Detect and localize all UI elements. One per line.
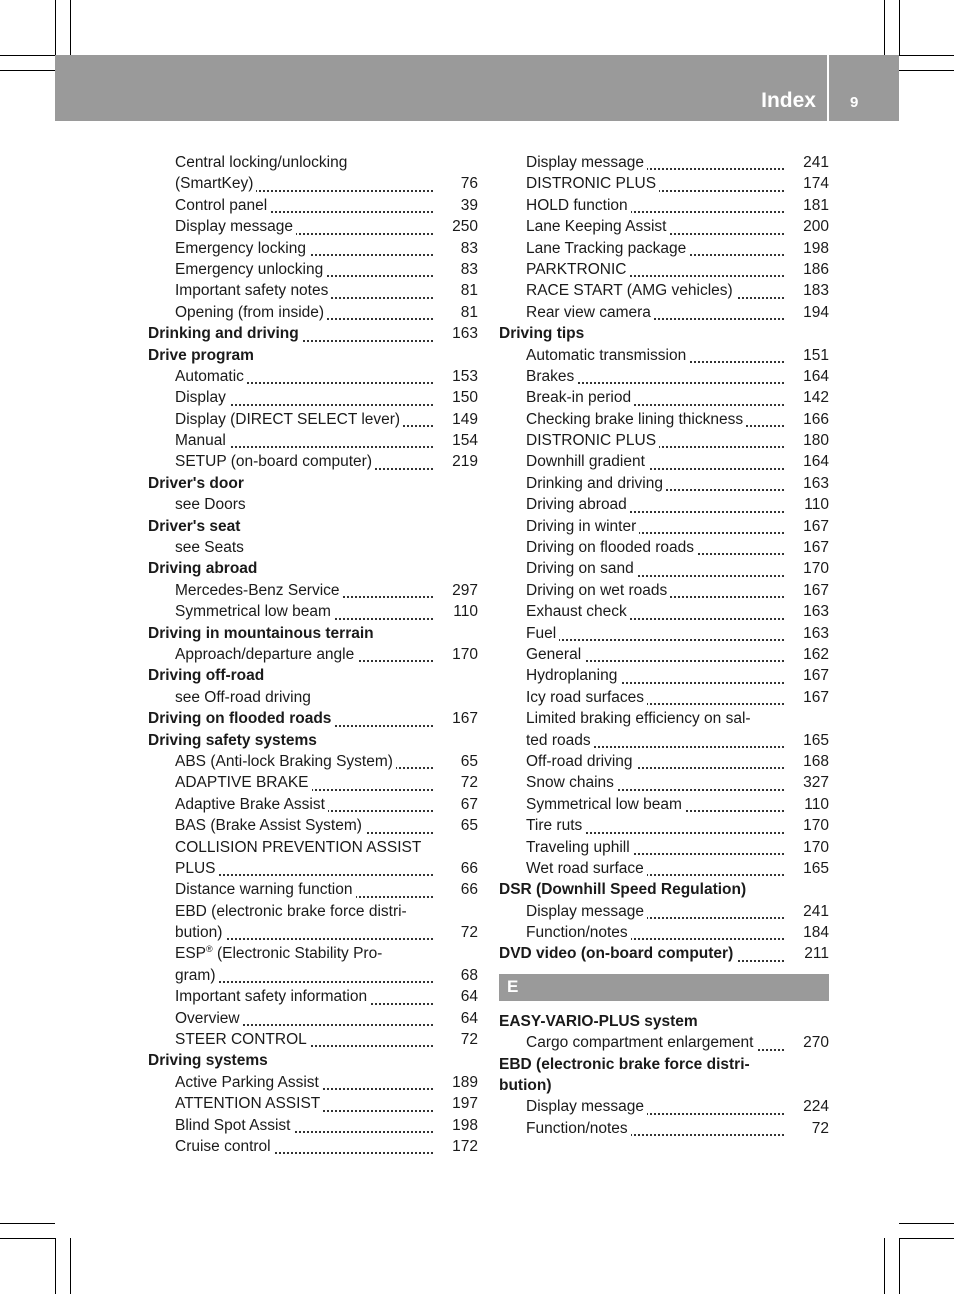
- entry-label: ABS (Anti-lock Braking System): [175, 753, 396, 770]
- entry-label: Important safety notes: [175, 282, 331, 299]
- index-subentry[interactable]: [148, 601, 478, 622]
- entry-label: Driving in mountainous terrain: [148, 624, 374, 642]
- index-heading[interactable]: [148, 323, 478, 344]
- index-subentry[interactable]: [148, 794, 478, 815]
- page-reference[interactable]: 165: [803, 731, 829, 749]
- entry-label: Downhill gradient: [526, 453, 648, 470]
- entry-label: Driver's seat: [148, 517, 241, 535]
- entry-label: gram): [175, 967, 218, 984]
- section-letter-bar: [499, 974, 829, 1001]
- index-subentry[interactable]: [148, 216, 478, 237]
- page-reference[interactable]: 72: [460, 924, 478, 942]
- page-reference[interactable]: 64: [460, 1009, 478, 1027]
- page-reference[interactable]: 164: [803, 367, 829, 385]
- entry-label: Approach/departure angle: [175, 646, 357, 663]
- entry-label: Display message: [526, 903, 647, 920]
- index-subentry[interactable]: [499, 280, 829, 301]
- index-subentry[interactable]: [148, 922, 478, 943]
- entry-label: Driving off-road: [148, 667, 265, 685]
- index-subentry[interactable]: [499, 345, 829, 366]
- page-reference[interactable]: 81: [460, 303, 478, 321]
- page-reference[interactable]: 153: [452, 367, 478, 385]
- entry-label: Distance warning function: [175, 881, 356, 898]
- entry-label: RACE START (AMG vehicles): [526, 282, 736, 299]
- entry-label: Symmetrical low beam: [175, 603, 334, 620]
- index-subentry[interactable]: [499, 1118, 829, 1139]
- index-heading: [148, 665, 478, 686]
- page-reference[interactable]: 189: [452, 1073, 478, 1091]
- entry-label: bution): [499, 1077, 552, 1095]
- entry-label: Drinking and driving: [526, 475, 666, 492]
- index-heading: [148, 558, 478, 579]
- index-subentry[interactable]: [148, 751, 478, 772]
- page-reference[interactable]: 162: [803, 645, 829, 663]
- entry-label: EBD (electronic brake force distri-: [499, 1055, 750, 1073]
- index-subentry[interactable]: [148, 879, 478, 900]
- page-reference[interactable]: 72: [460, 1031, 478, 1049]
- index-subentry[interactable]: [499, 922, 829, 943]
- entry-label: Blind Spot Assist: [175, 1117, 293, 1134]
- entry-label: ATTENTION ASSIST: [175, 1095, 323, 1112]
- index-subentry[interactable]: [148, 580, 478, 601]
- entry-label: Symmetrical low beam: [526, 796, 685, 813]
- page-reference[interactable]: 172: [452, 1137, 478, 1155]
- index-subentry: [148, 837, 478, 858]
- index-subentry[interactable]: [499, 516, 829, 537]
- entry-label: Display message: [526, 154, 647, 171]
- entry-label: Brakes: [526, 368, 577, 385]
- page-reference[interactable]: 151: [803, 346, 829, 364]
- index-heading[interactable]: [499, 943, 829, 964]
- entry-label: Display message: [526, 1098, 647, 1115]
- page-reference[interactable]: 170: [803, 817, 829, 835]
- entry-label: PLUS: [175, 860, 219, 877]
- index-subentry[interactable]: [148, 238, 478, 259]
- entry-label: Wet road surface: [526, 860, 647, 877]
- entry-label: Mercedes-Benz Service: [175, 582, 343, 599]
- page-reference[interactable]: 65: [460, 817, 478, 835]
- entry-label: ADAPTIVE BRAKE: [175, 774, 312, 791]
- index-subentry[interactable]: [148, 173, 478, 194]
- page-reference[interactable]: 163: [452, 325, 478, 343]
- crop-mark: [55, 0, 56, 55]
- index-subentry[interactable]: [499, 794, 829, 815]
- index-column-left: [148, 152, 478, 1157]
- index-subentry[interactable]: [499, 216, 829, 237]
- entry-label: Cruise control: [175, 1138, 274, 1155]
- page-reference[interactable]: 200: [803, 218, 829, 236]
- index-subentry[interactable]: [499, 601, 829, 622]
- entry-label: Driver's door: [148, 474, 244, 492]
- entry-label: Central locking/unlocking: [175, 154, 348, 171]
- page-reference[interactable]: 167: [803, 688, 829, 706]
- entry-label: DISTRONIC PLUS: [526, 432, 659, 449]
- index-subentry[interactable]: [499, 1096, 829, 1117]
- index-subentry[interactable]: [148, 1136, 478, 1157]
- index-subentry[interactable]: [148, 858, 478, 879]
- index-subentry[interactable]: [499, 409, 829, 430]
- page-reference[interactable]: 163: [803, 474, 829, 492]
- entry-label: Lane Keeping Assist: [526, 218, 669, 235]
- index-subentry[interactable]: [148, 815, 478, 836]
- entry-label: Driving on flooded roads: [148, 710, 334, 727]
- crop-mark: [70, 1238, 71, 1294]
- index-subentry[interactable]: [499, 494, 829, 515]
- crop-mark: [0, 1238, 55, 1239]
- index-subentry[interactable]: [499, 259, 829, 280]
- page-reference[interactable]: 76: [460, 175, 478, 193]
- index-subentry[interactable]: [148, 451, 478, 472]
- index-subentry[interactable]: [499, 430, 829, 451]
- index-subentry: [148, 901, 478, 922]
- page-reference[interactable]: 142: [803, 389, 829, 407]
- index-heading: [499, 1011, 829, 1032]
- entry-label: Break-in period: [526, 389, 634, 406]
- entry-label: Adaptive Brake Assist: [175, 796, 328, 813]
- index-heading: [148, 473, 478, 494]
- page-reference[interactable]: 184: [803, 924, 829, 942]
- entry-label: Active Parking Assist: [175, 1074, 322, 1091]
- entry-label: see Doors: [175, 496, 246, 514]
- page-reference[interactable]: 68: [460, 966, 478, 984]
- page-reference[interactable]: 67: [460, 795, 478, 813]
- index-subentry[interactable]: [148, 1072, 478, 1093]
- page-reference[interactable]: 327: [803, 774, 829, 792]
- entry-label: Emergency locking: [175, 240, 309, 257]
- crop-mark: [884, 1238, 885, 1294]
- index-subentry[interactable]: [499, 858, 829, 879]
- index-heading: [499, 1075, 829, 1096]
- page-reference[interactable]: 197: [452, 1095, 478, 1113]
- entry-label: Drinking and driving: [148, 325, 302, 342]
- page-reference[interactable]: 110: [453, 603, 478, 621]
- index-subentry: [499, 708, 829, 729]
- page-number: 9: [850, 94, 859, 111]
- index-subentry[interactable]: [148, 965, 478, 986]
- page-reference[interactable]: 241: [803, 902, 829, 920]
- index-subentry[interactable]: [499, 580, 829, 601]
- entry-label: Overview: [175, 1010, 243, 1027]
- page-reference[interactable]: 150: [452, 389, 478, 407]
- page-reference[interactable]: 72: [460, 774, 478, 792]
- entry-label: Manual: [175, 432, 229, 449]
- page-reference[interactable]: 183: [803, 282, 829, 300]
- page-reference[interactable]: 219: [452, 453, 478, 471]
- page-reference[interactable]: 64: [460, 988, 478, 1006]
- entry-label: Checking brake lining thickness: [526, 411, 746, 428]
- entry-label: Automatic transmission: [526, 347, 689, 364]
- entry-label: Driving on wet roads: [526, 582, 670, 599]
- page-reference[interactable]: 186: [803, 260, 829, 278]
- entry-label: HOLD function: [526, 197, 631, 214]
- page-reference[interactable]: 168: [803, 752, 829, 770]
- header-divider: [827, 55, 829, 121]
- index-subentry[interactable]: [148, 366, 478, 387]
- index-heading: [499, 1054, 829, 1075]
- page-reference[interactable]: 154: [452, 432, 478, 450]
- index-heading: [148, 345, 478, 366]
- page-reference[interactable]: 198: [803, 239, 829, 257]
- entry-label: Hydroplaning: [526, 667, 620, 684]
- page-reference[interactable]: 198: [452, 1116, 478, 1134]
- entry-label: DISTRONIC PLUS: [526, 175, 659, 192]
- entry-label: Emergency unlocking: [175, 261, 326, 278]
- crop-mark: [899, 1238, 954, 1239]
- entry-label: ESP® (Electronic Stability Pro-: [175, 944, 383, 963]
- entry-label: PARKTRONIC: [526, 261, 629, 278]
- crop-mark: [0, 70, 55, 71]
- index-subentry[interactable]: [148, 259, 478, 280]
- crop-mark: [899, 1238, 900, 1294]
- index-subentry[interactable]: [499, 558, 829, 579]
- index-subentry[interactable]: [499, 730, 829, 751]
- page-reference[interactable]: 149: [452, 410, 478, 428]
- page-reference[interactable]: 170: [803, 838, 829, 856]
- entry-label: EBD (electronic brake force distri-: [175, 902, 407, 920]
- crop-mark: [899, 1223, 954, 1224]
- entry-label: Cargo compartment enlargement: [526, 1034, 756, 1051]
- crop-mark: [884, 0, 885, 55]
- crop-mark: [899, 0, 900, 55]
- entry-label: Driving abroad: [148, 560, 258, 578]
- index-subentry: [148, 943, 478, 964]
- page-reference[interactable]: 66: [460, 859, 478, 877]
- index-subentry[interactable]: [499, 772, 829, 793]
- index-heading: [499, 323, 829, 344]
- index-subentry[interactable]: [499, 644, 829, 665]
- page-reference[interactable]: 181: [803, 196, 829, 214]
- page-reference[interactable]: 250: [452, 218, 478, 236]
- entry-label: Snow chains: [526, 774, 617, 791]
- page-reference[interactable]: 167: [803, 667, 829, 685]
- page-reference[interactable]: 72: [811, 1119, 829, 1137]
- entry-label: Off-road driving: [526, 753, 636, 770]
- page-reference[interactable]: 164: [803, 453, 829, 471]
- entry-label: Driving safety systems: [148, 731, 317, 749]
- entry-label: Icy road surfaces: [526, 689, 647, 706]
- leader-dots: [526, 639, 784, 641]
- index-subentry[interactable]: [499, 473, 829, 494]
- entry-label: Lane Tracking package: [526, 240, 689, 257]
- crop-mark: [899, 55, 954, 56]
- index-subentry[interactable]: [499, 451, 829, 472]
- entry-label: Automatic: [175, 368, 247, 385]
- entry-label: Driving systems: [148, 1052, 268, 1070]
- crop-mark: [899, 70, 954, 71]
- index-subentry[interactable]: [499, 152, 829, 173]
- page-title: Index: [761, 89, 816, 112]
- page-reference[interactable]: 167: [803, 517, 829, 535]
- page-reference[interactable]: 170: [452, 645, 478, 663]
- entry-label: Driving in winter: [526, 518, 639, 535]
- page-reference[interactable]: 297: [452, 581, 478, 599]
- entry-label: ted roads: [526, 732, 594, 749]
- entry-label: Driving on sand: [526, 560, 637, 577]
- entry-label: Rear view camera: [526, 304, 654, 321]
- index-subentry[interactable]: [148, 1008, 478, 1029]
- page-reference[interactable]: 270: [803, 1034, 829, 1052]
- index-subentry[interactable]: [499, 751, 829, 772]
- index-subentry[interactable]: [499, 366, 829, 387]
- index-subentry[interactable]: [148, 430, 478, 451]
- entry-label: Tire ruts: [526, 817, 585, 834]
- entry-label: Driving abroad: [526, 496, 630, 513]
- page-reference[interactable]: 83: [460, 239, 478, 257]
- entry-label: Driving tips: [499, 325, 585, 343]
- section-letter: E: [507, 976, 519, 996]
- entry-label: Drive program: [148, 346, 254, 364]
- index-subentry: [148, 152, 478, 173]
- entry-label: Important safety information: [175, 988, 370, 1005]
- entry-label: DSR (Downhill Speed Regulation): [499, 881, 747, 899]
- index-subentry[interactable]: [148, 409, 478, 430]
- entry-label: SETUP (on-board computer): [175, 453, 375, 470]
- index-subentry[interactable]: [499, 537, 829, 558]
- index-subentry[interactable]: [499, 1032, 829, 1053]
- page-reference[interactable]: 39: [460, 196, 478, 214]
- entry-label: EASY-VARIO-PLUS system: [499, 1012, 698, 1030]
- entry-label: BAS (Brake Assist System): [175, 817, 365, 834]
- page-reference[interactable]: 211: [804, 945, 829, 963]
- index-subentry: [148, 494, 478, 515]
- index-subentry[interactable]: [499, 173, 829, 194]
- index-heading: [499, 879, 829, 900]
- crop-mark: [0, 1223, 55, 1224]
- entry-label: Limited braking efficiency on sal-: [526, 710, 751, 728]
- index-subentry[interactable]: [148, 644, 478, 665]
- entry-label: Driving on flooded roads: [526, 539, 697, 556]
- index-subentry[interactable]: [148, 387, 478, 408]
- index-subentry[interactable]: [148, 1115, 478, 1136]
- index-heading: [148, 730, 478, 751]
- page-reference[interactable]: 167: [803, 581, 829, 599]
- entry-label: Opening (from inside): [175, 304, 327, 321]
- page-reference[interactable]: 110: [804, 496, 829, 514]
- page-reference[interactable]: 83: [460, 260, 478, 278]
- page-reference[interactable]: 174: [803, 175, 829, 193]
- entry-label: Function/notes: [526, 1120, 631, 1137]
- page-reference[interactable]: 65: [460, 752, 478, 770]
- index-heading: [148, 623, 478, 644]
- page-reference[interactable]: 165: [803, 859, 829, 877]
- index-subentry[interactable]: [499, 837, 829, 858]
- entry-label: Function/notes: [526, 924, 631, 941]
- page-reference[interactable]: 166: [803, 410, 829, 428]
- entry-label: Display: [175, 389, 229, 406]
- index-heading[interactable]: [148, 708, 478, 729]
- index-subentry: [148, 687, 478, 708]
- page-reference[interactable]: 224: [803, 1098, 829, 1116]
- index-subentry[interactable]: [499, 238, 829, 259]
- index-subentry[interactable]: [148, 986, 478, 1007]
- page-reference[interactable]: 66: [460, 881, 478, 899]
- crop-mark: [55, 1238, 56, 1294]
- index-subentry[interactable]: [499, 665, 829, 686]
- entry-label: Traveling uphill: [526, 839, 633, 856]
- page-reference[interactable]: 167: [803, 539, 829, 557]
- index-subentry[interactable]: [148, 772, 478, 793]
- index-column-right: [499, 152, 829, 1139]
- entry-label: bution): [175, 924, 225, 941]
- page-reference[interactable]: 163: [803, 603, 829, 621]
- index-subentry[interactable]: [499, 195, 829, 216]
- entry-label: Exhaust check: [526, 603, 630, 620]
- index-subentry[interactable]: [499, 901, 829, 922]
- entry-label: (SmartKey): [175, 175, 256, 192]
- index-subentry[interactable]: [148, 195, 478, 216]
- page-reference[interactable]: 110: [804, 795, 829, 813]
- entry-label: Control panel: [175, 197, 270, 214]
- entry-label: see Off-road driving: [175, 688, 311, 706]
- index-subentry[interactable]: [148, 280, 478, 301]
- index-heading: [148, 516, 478, 537]
- page-reference[interactable]: 167: [452, 710, 478, 728]
- page-reference[interactable]: 163: [803, 624, 829, 642]
- index-subentry[interactable]: [499, 302, 829, 323]
- index-heading: [148, 1050, 478, 1071]
- index-subentry[interactable]: [148, 302, 478, 323]
- index-subentry: [148, 537, 478, 558]
- entry-label: DVD video (on-board computer): [499, 945, 736, 962]
- index-subentry[interactable]: [148, 1029, 478, 1050]
- entry-label: Fuel: [526, 625, 559, 642]
- entry-label: STEER CONTROL: [175, 1031, 310, 1048]
- page-reference[interactable]: 170: [803, 560, 829, 578]
- entry-label: see Seats: [175, 539, 244, 557]
- index-subentry[interactable]: [148, 1093, 478, 1114]
- index-subentry[interactable]: [499, 387, 829, 408]
- crop-mark: [0, 55, 55, 56]
- page-reference[interactable]: 241: [803, 154, 829, 171]
- crop-mark: [70, 0, 71, 55]
- page-reference[interactable]: 180: [803, 432, 829, 450]
- page-reference[interactable]: 81: [460, 282, 478, 300]
- entry-label: General: [526, 646, 584, 663]
- index-subentry[interactable]: [499, 623, 829, 644]
- entry-label: COLLISION PREVENTION ASSIST: [175, 838, 422, 856]
- page-reference[interactable]: 194: [803, 303, 829, 321]
- index-subentry[interactable]: [499, 687, 829, 708]
- index-subentry[interactable]: [499, 815, 829, 836]
- entry-label: Display message: [175, 218, 296, 235]
- entry-label: Display (DIRECT SELECT lever): [175, 411, 403, 428]
